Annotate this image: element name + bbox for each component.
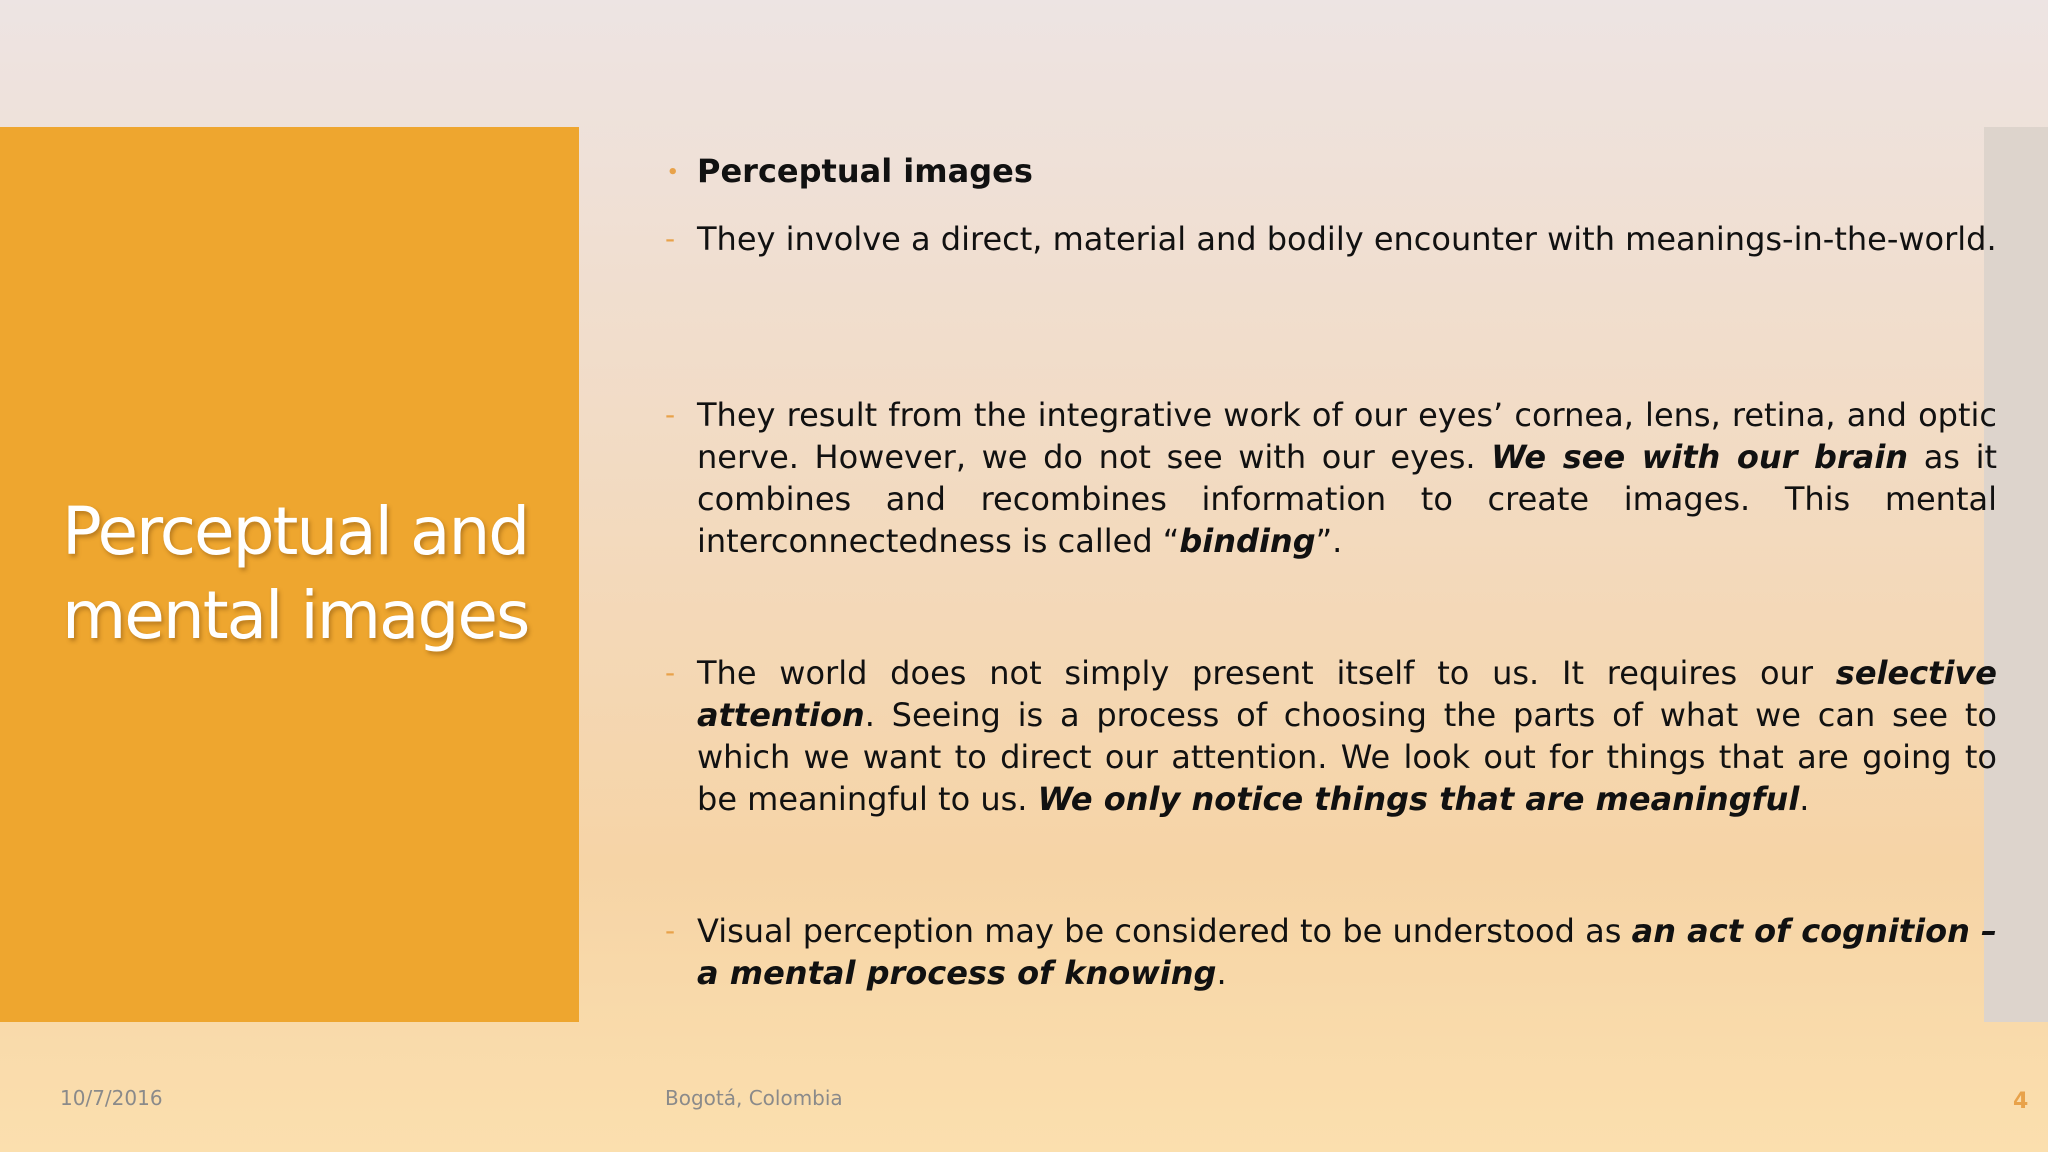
bullet-2-part-1: They result from the integrative work of our eyes’ cornea, lens, retina, and optic nerve. However, we do not see with our eyes. [697, 396, 1997, 476]
slide-title-line-1: Perceptual and [62, 493, 529, 570]
bullet-2-part-3: as it combines and recombines information to create images. This mental interconnectedness is called “ [697, 438, 1998, 560]
bullet-text-3 [697, 654, 1997, 818]
bullet-item-3 [665, 652, 1997, 820]
dash-bullet-icon: - [665, 222, 676, 255]
section-heading [665, 150, 1965, 192]
slide-content [665, 150, 1998, 992]
slide-title-line-2: mental images [62, 577, 529, 654]
bullet-4-part-3: . [1216, 954, 1227, 992]
bullet-3-emphasis-2: We only notice things that are meaningful [1037, 780, 1800, 818]
dash-bullet-icon: - [665, 914, 676, 947]
slide-number: 4 [2013, 1089, 2029, 1114]
bullet-text-4 [697, 912, 1997, 992]
bullet-text-1 [697, 220, 1997, 258]
bullet-3-part-5: . [1799, 780, 1810, 818]
bullet-3-part-3: . Seeing is a process of choosing the parts of what we can see to which we want to direct our attention. We look out for things that are going to be meaningful to us. [697, 696, 1997, 818]
bullet-4-part-1: Visual perception may be considered to be understood as [697, 912, 1632, 950]
slide-title [62, 490, 572, 658]
footer-location: Bogotá, Colombia [665, 1086, 843, 1110]
bullet-2-emphasis-1: We see with our brain [1491, 438, 1909, 476]
dash-bullet-icon: - [665, 656, 676, 689]
bullet-2-emphasis-2: binding [1179, 522, 1316, 560]
bullet-3-emphasis-1: selective attention [697, 654, 1997, 734]
bullet-1-part-1: They involve a direct, material and bodily encounter with meanings-in-the-world. [697, 220, 1997, 258]
bullet-text-2 [697, 396, 1997, 560]
heading-bullet-icon: • [667, 162, 679, 183]
footer-date: 10/7/2016 [60, 1086, 163, 1110]
bullet-4-emphasis-1: an act of cognition – a mental process of knowing [697, 912, 1998, 992]
section-heading-text: Perceptual images [697, 152, 1033, 190]
bullet-2-part-5: ”. [1315, 522, 1343, 560]
bullet-item-4 [665, 910, 1997, 994]
right-accent-strip [1984, 127, 2048, 1022]
bullet-3-part-1: The world does not simply present itself to us. It requires our [697, 654, 1836, 692]
bullet-item-1 [665, 218, 1997, 260]
dash-bullet-icon: - [665, 398, 676, 431]
bullet-item-2 [665, 394, 1997, 562]
